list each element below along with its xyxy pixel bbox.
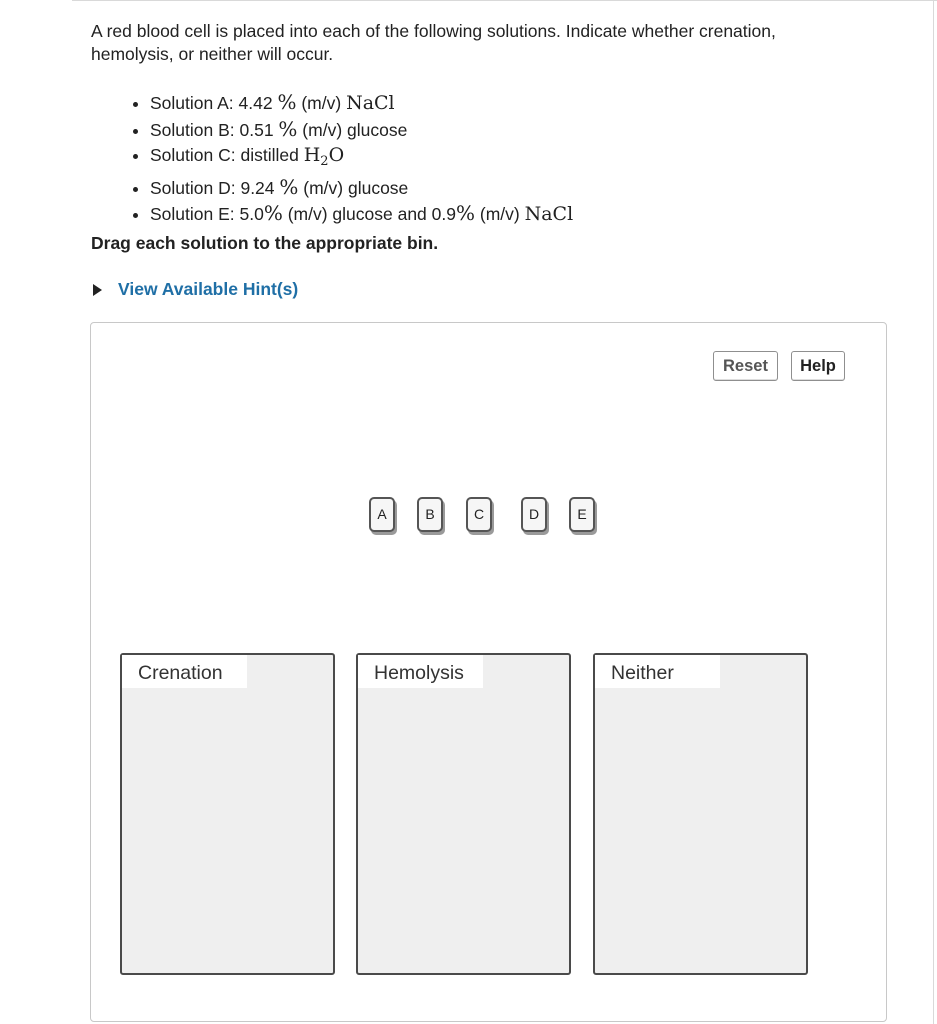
draggable-tile-a[interactable]: A xyxy=(369,497,395,532)
solution-e: • Solution E: 5.0% (m/v) glucose and 0.9% (m/v) NaCl xyxy=(150,201,573,228)
caret-right-icon xyxy=(93,284,102,296)
draggable-tile-b[interactable]: B xyxy=(417,497,443,532)
hint-link-label: View Available Hint(s) xyxy=(118,279,299,299)
bin-label: Hemolysis xyxy=(358,655,483,688)
drag-and-drop-panel xyxy=(90,322,887,1022)
draggable-tile-c[interactable]: C xyxy=(466,497,492,532)
solution-b: • Solution B: 0.51 % (m/v) glucose xyxy=(150,117,573,144)
question-prompt xyxy=(91,20,891,66)
prompt-line-2: hemolysis, or neither will occur. xyxy=(91,44,334,64)
solution-a: • Solution A: 4.42 % (m/v) NaCl xyxy=(150,90,573,117)
solution-list xyxy=(131,90,573,228)
solution-c: • Solution C: distilled $H_2O$ xyxy=(150,143,573,175)
bin-label: Crenation xyxy=(122,655,247,688)
top-divider xyxy=(72,0,937,1)
reset-button[interactable]: Reset xyxy=(713,351,778,381)
right-divider xyxy=(933,0,934,1024)
help-button[interactable]: Help xyxy=(791,351,845,381)
view-hints-link[interactable] xyxy=(91,279,298,300)
draggable-tile-d[interactable]: D xyxy=(521,497,547,532)
solution-d: • Solution D: 9.24 % (m/v) glucose xyxy=(150,175,573,202)
bin-label: Neither xyxy=(595,655,720,688)
prompt-line-1: A red blood cell is placed into each of the following solutions. Indicate whether crenation, xyxy=(91,21,776,41)
bin-crenation[interactable] xyxy=(120,653,335,975)
drag-instruction: Drag each solution to the appropriate bin. xyxy=(91,233,439,253)
bin-neither[interactable] xyxy=(593,653,808,975)
draggable-tile-e[interactable]: E xyxy=(569,497,595,532)
bin-hemolysis[interactable] xyxy=(356,653,571,975)
